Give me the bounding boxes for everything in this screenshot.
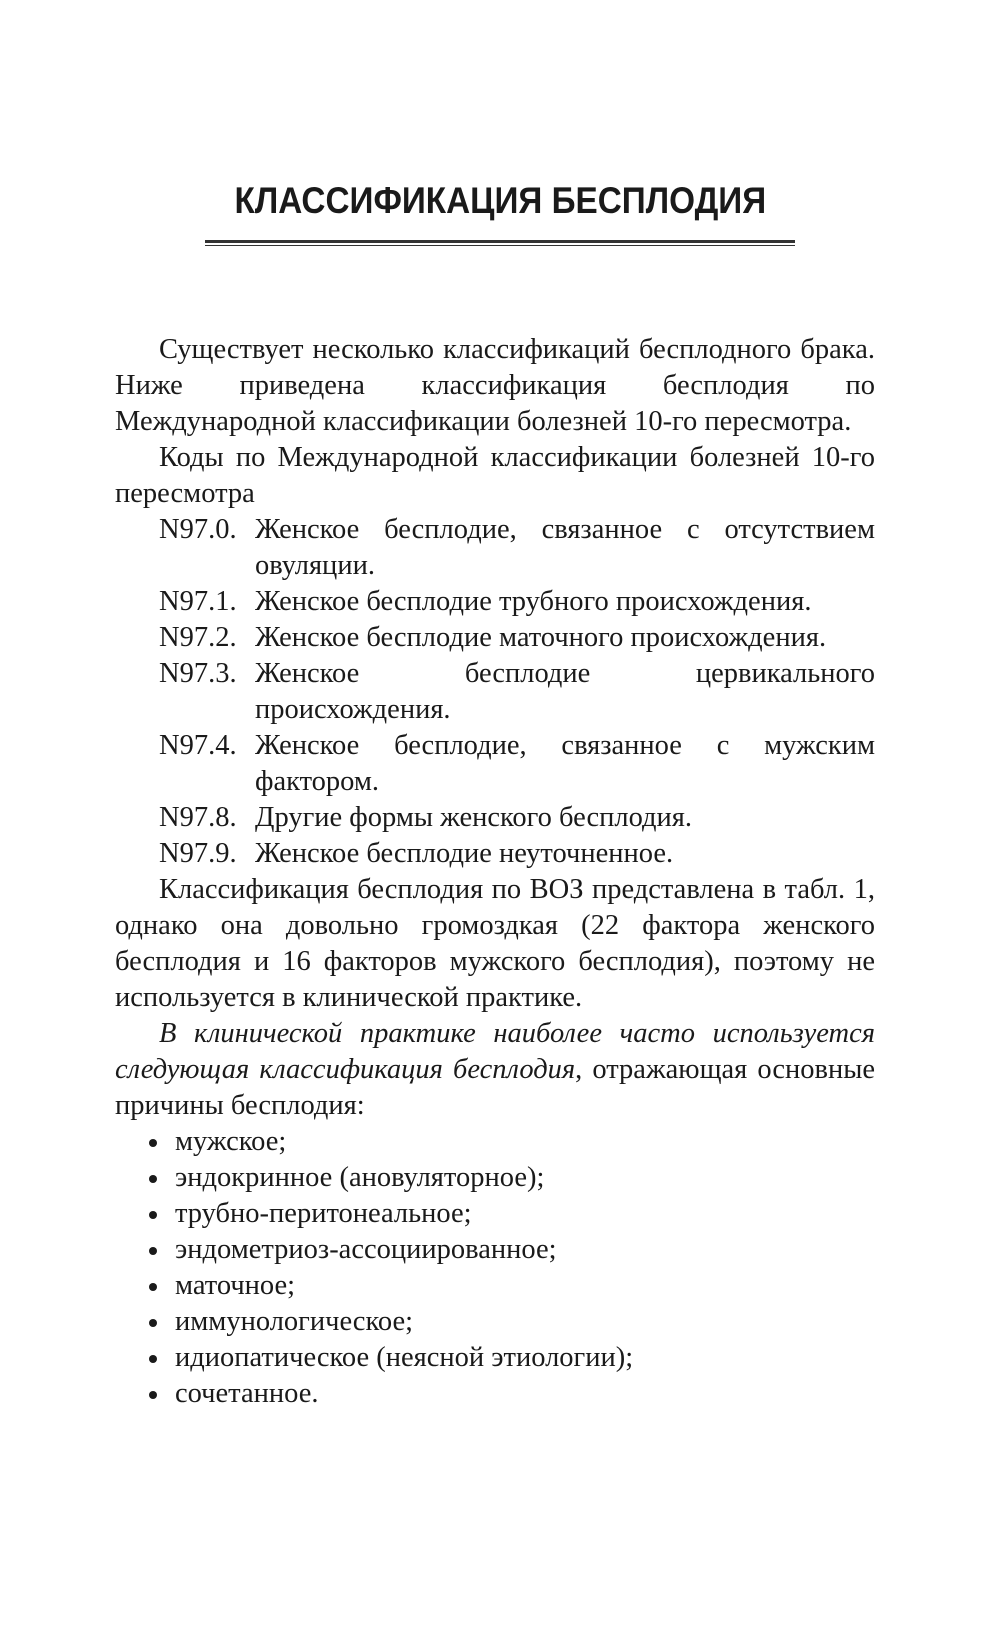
icd-code: N97.3. xyxy=(159,658,237,689)
cause-item xyxy=(115,1232,875,1268)
cause-item xyxy=(115,1196,875,1232)
icd-code-list xyxy=(115,512,875,872)
codes-heading-paragraph: Коды по Международной классификации болезней 10-го пересмотра xyxy=(115,442,875,509)
bullet-icon xyxy=(149,1139,157,1147)
cause-text: эндометриоз-ассоциированное; xyxy=(175,1234,557,1265)
clinical-paragraph xyxy=(115,1016,875,1124)
icd-code-description: Другие формы женского бесплодия. xyxy=(255,802,693,833)
icd-code-item xyxy=(115,620,875,656)
cause-text: трубно-перитонеальное; xyxy=(175,1198,472,1229)
icd-code: N97.0. xyxy=(159,514,237,545)
causes-list xyxy=(115,1124,875,1412)
bullet-icon xyxy=(149,1283,157,1291)
icd-code-item xyxy=(115,584,875,620)
cause-text: маточное; xyxy=(175,1270,296,1301)
bullet-icon xyxy=(149,1391,157,1399)
cause-item xyxy=(115,1268,875,1304)
icd-code-item xyxy=(115,656,875,728)
icd-code: N97.9. xyxy=(159,838,237,869)
clinical-italic-text: В клинической практике наиболее часто используется следующая классификация бесплодия xyxy=(115,1018,875,1085)
icd-code-item xyxy=(115,800,875,836)
title-rule-thin xyxy=(205,245,795,246)
icd-code-description: Женское бесплодие маточного происхождения. xyxy=(255,622,827,653)
icd-code: N97.2. xyxy=(159,622,237,653)
icd-code-item xyxy=(115,836,875,872)
icd-code-description: Женское бесплодие неуточненное. xyxy=(255,838,674,869)
cause-text: идиопатическое (неясной этиологии); xyxy=(175,1342,634,1373)
cause-text: сочетанное. xyxy=(175,1378,319,1409)
who-paragraph: Классификация бесплодия по ВОЗ представлена в табл. 1, однако она довольно громоздкая (22 фактора женского бесплодия и 16 факторов мужского бесплодия), поэтому не используется в клинической практике. xyxy=(115,874,875,1013)
cause-text: эндокринное (ановуляторное); xyxy=(175,1162,545,1193)
cause-text: мужское; xyxy=(175,1126,287,1157)
chapter-title: КЛАССИФИКАЦИЯ БЕСПЛОДИЯ xyxy=(234,180,767,221)
chapter-body xyxy=(115,332,875,1412)
icd-code-description: Женское бесплодие, связанное с отсутствием овуляции. xyxy=(255,514,875,581)
intro-paragraph: Существует несколько классификаций бесплодного брака. Ниже приведена классификация бесплодия по Международной классификации болезней 10-го пересмотра. xyxy=(115,334,875,437)
icd-code: N97.8. xyxy=(159,802,237,833)
clinical-rest-text: , отражающая основные причины бесплодия: xyxy=(115,1054,876,1121)
icd-code: N97.4. xyxy=(159,730,237,761)
bullet-icon xyxy=(149,1175,157,1183)
bullet-icon xyxy=(149,1319,157,1327)
icd-code-item xyxy=(115,512,875,584)
bullet-icon xyxy=(149,1211,157,1219)
bullet-icon xyxy=(149,1355,157,1363)
cause-text: иммунологическое; xyxy=(175,1306,414,1337)
icd-code-description: Женское бесплодие трубного происхождения. xyxy=(255,586,812,617)
cause-item xyxy=(115,1376,875,1412)
icd-code-description: Женское бесплодие цервикального происхождения. xyxy=(255,658,875,725)
icd-code-description: Женское бесплодие, связанное с мужским фактором. xyxy=(255,730,875,797)
icd-code: N97.1. xyxy=(159,586,237,617)
icd-code-item xyxy=(115,728,875,800)
chapter-header xyxy=(205,178,795,246)
bullet-icon xyxy=(149,1247,157,1255)
cause-item xyxy=(115,1160,875,1196)
cause-item xyxy=(115,1124,875,1160)
title-rule-thick xyxy=(205,240,795,243)
cause-item xyxy=(115,1340,875,1376)
cause-item xyxy=(115,1304,875,1340)
